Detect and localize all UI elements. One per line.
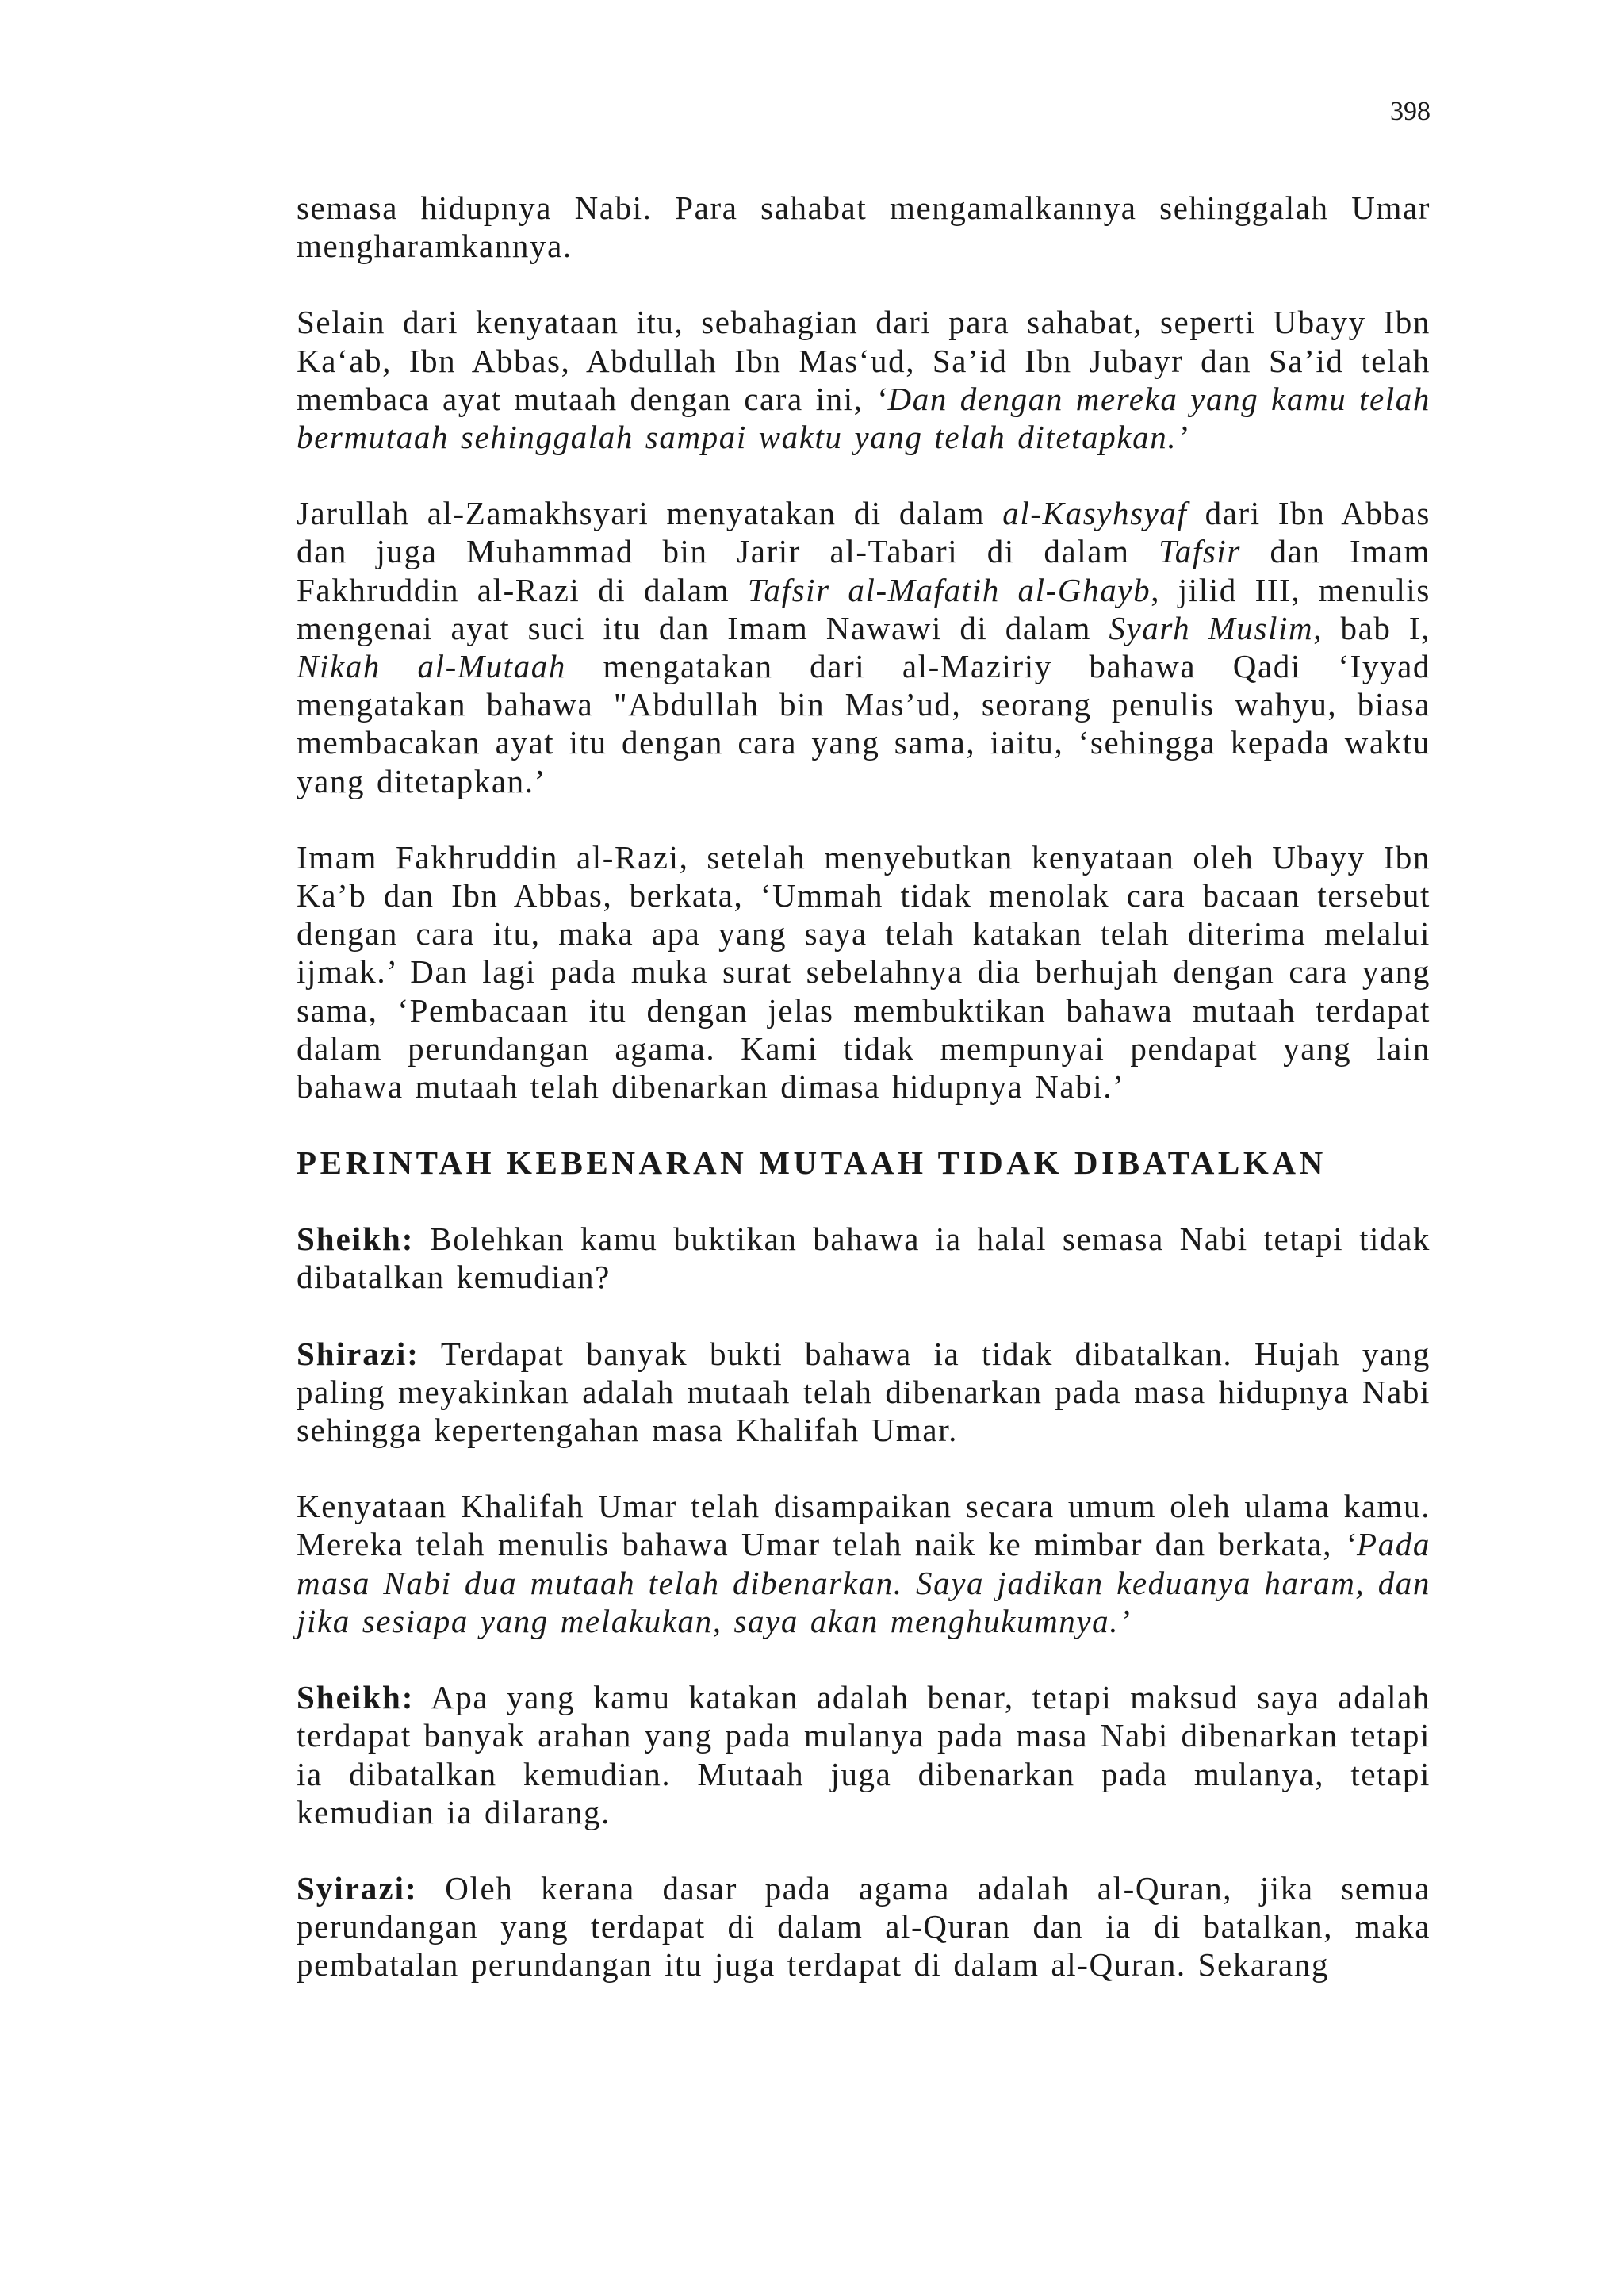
paragraph-text: semasa hidupnya Nabi. Para sahabat mengamalkannya sehinggalah Umar mengharamkannya.: [297, 190, 1431, 265]
book-title: Syarh Muslim: [1109, 609, 1314, 646]
book-title: Nikah al-Mutaah: [297, 648, 566, 685]
paragraph-5: [297, 1487, 1431, 1640]
paragraph-text: , jilid III, menulis mengenai ayat suci itu dan Imam Nawawi di dalam: [297, 571, 1431, 646]
dialogue-text: Bolehkan kamu buktikan bahawa ia halal semasa Nabi tetapi tidak dibatalkan kemudian?: [297, 1221, 1431, 1296]
speaker-label: Sheikh:: [297, 1221, 415, 1258]
speaker-label: Shirazi:: [297, 1335, 419, 1372]
paragraph-text: Selain dari kenyataan itu, sebahagian dari para sahabat, seperti Ubayy Ibn Ka‘ab, Ibn Abbas, Abdullah Ibn Mas‘ud, Sa’id Ibn Jubayr dan Sa’id telah membaca ayat mutaah dengan cara ini,: [297, 304, 1431, 417]
dialogue-2: [297, 1335, 1431, 1450]
dialogue-text: Apa yang kamu katakan adalah benar, tetapi maksud saya adalah terdapat banyak arahan yang pada mulanya pada masa Nabi dibenarkan tetapi ia dibatalkan kemudian. Mutaah juga dibenarkan pada mulanya, tetapi kemudian ia dilarang.: [297, 1679, 1431, 1830]
paragraph-text: mengatakan dari al-Maziriy bahawa Qadi ‘Iyyad mengatakan bahawa "Abdullah bin Mas’ud, seorang penulis wahyu, biasa membacakan ayat itu dengan cara yang sama, iaitu, ‘sehingga kepada waktu yang ditetapkan.’: [297, 648, 1431, 799]
paragraph-text: , bab I,: [1313, 609, 1431, 646]
quote: ‘Pada masa Nabi dua mutaah telah dibenarkan. Saya jadikan keduanya haram, dan jika sesiapa yang melakukan, saya akan menghukumnya.’: [297, 1526, 1431, 1639]
page-content: [297, 189, 1431, 2022]
section-heading: PERINTAH KEBENARAN MUTAAH TIDAK DIBATALKAN: [297, 1144, 1327, 1182]
speaker-label: Syirazi:: [297, 1869, 418, 1907]
dialogue-4: [297, 1869, 1431, 1984]
dialogue-1: [297, 1220, 1431, 1296]
paragraph-4: [297, 838, 1431, 1106]
paragraph-text: Kenyataan Khalifah Umar telah disampaikan secara umum oleh ulama kamu. Mereka telah menulis bahawa Umar telah naik ke mimbar dan berkata,: [297, 1488, 1431, 1563]
speaker-label: Sheikh:: [297, 1679, 415, 1716]
book-title: Tafsir al-Mafatih al-Ghayb: [747, 571, 1151, 608]
book-title: Tafsir: [1159, 533, 1241, 570]
dialogue-text: Terdapat banyak bukti bahawa ia tidak dibatalkan. Hujah yang paling meyakinkan adalah mutaah telah dibenarkan pada masa hidupnya Nabi sehingga kepertengahan masa Khalifah Umar.: [297, 1335, 1431, 1449]
paragraph-text: dari Ibn Abbas dan juga Muhammad bin Jarir al-Tabari di dalam: [297, 495, 1431, 570]
quran-quote: ‘Dan dengan mereka yang kamu telah bermutaah sehinggalah sampai waktu yang telah ditetapkan.’: [297, 380, 1431, 456]
dialogue-text: Oleh kerana dasar pada agama adalah al-Quran, jika semua perundangan yang terdapat di dalam al-Quran dan ia di batalkan, maka pembatalan perundangan itu juga terdapat di dalam al-Quran. Sekarang: [297, 1869, 1431, 1984]
paragraph-3: [297, 494, 1431, 800]
paragraph-text: Imam Fakhruddin al-Razi, setelah menyebutkan kenyataan oleh Ubayy Ibn Ka’b dan Ibn Abbas, berkata, ‘Ummah tidak menolak cara bacaan tersebut dengan cara itu, maka apa yang saya telah katakan telah diterima melalui ijmak.’ Dan lagi pada muka surat sebelahnya dia berhujah dengan cara yang sama, ‘Pembacaan itu dengan jelas membuktikan bahawa mutaah terdapat dalam perundangan agama. Kami tidak mempunyai pendapat yang lain bahawa mutaah telah dibenarkan dimasa hidupnya Nabi.’: [297, 838, 1431, 1106]
paragraph-text: dan Imam Fakhruddin al-Razi di dalam: [297, 533, 1431, 608]
paragraph-1: [297, 189, 1431, 265]
book-title: al-Kasyhsyaf: [1002, 495, 1188, 532]
paragraph-2: [297, 303, 1431, 456]
paragraph-text: Jarullah al-Zamakhsyari menyatakan di dalam: [297, 495, 1003, 532]
page-number: 398: [1390, 97, 1431, 126]
dialogue-3: [297, 1678, 1431, 1831]
